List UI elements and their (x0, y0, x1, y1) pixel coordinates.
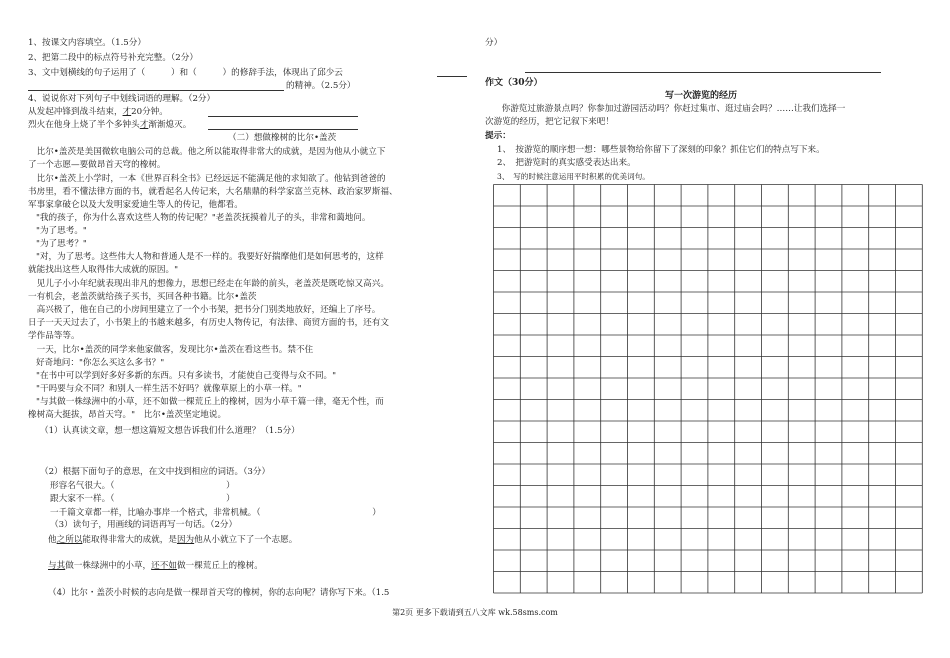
passage-paragraph-line: 日子一天天过去了，小书架上的书越来越多，有历史人物传记，有法律、商贸方面的书，还有文 (28, 318, 389, 328)
sub-question-3-sentence-b (48, 561, 263, 572)
question-4-sentence-a (28, 107, 168, 118)
sub-question-2-item: 形容名气很大。（ ） (50, 481, 235, 491)
sub-question-3: （3）读句子，用画线的词语再写一句话。（2分） (50, 520, 238, 530)
composition-writing-grid[interactable] (493, 184, 925, 596)
sub-question-2-item: 一千篇文章都一样，比喻办事岸一个格式，非常机械。（ ） (50, 508, 381, 518)
passage-paragraph-line: 了一个志愿—要做昂首天穹的橡树。 (28, 160, 166, 170)
sentence-text: 做一棵荒丘上的橡树。 (176, 561, 263, 571)
continued-text: 分） (485, 38, 503, 48)
sentence-text: 他 (48, 535, 57, 545)
passage-paragraph-line: "干吗要与众不同？和别人一样生活不好吗？就像草原上的小草一样。" (36, 384, 302, 394)
passage-paragraph-line: 比尔•盖茨是美国微软电脑公司的总裁。他之所以能取得非常大的成就，是因为他从小就立下 (28, 147, 386, 157)
passage-paragraph-line: 好奇地问："你怎么买这么多书？" (36, 358, 165, 368)
composition-label: 作文（30分） (485, 78, 543, 88)
sub-question-3-sentence-a (48, 535, 297, 546)
passage-paragraph-line: "为了思考。" (36, 226, 87, 236)
tip-item: 2、 把游览时的真实感受表达出来。 (497, 158, 636, 168)
question-4-sentence-b (28, 120, 191, 131)
underlined-word: 还不如 (151, 561, 177, 571)
answer-line (28, 90, 284, 91)
composition-title: 写一次游览的经历 (665, 91, 738, 101)
sub-question-2: （2）根据下面句子的意思，在文中找到相应的词语。（3分） (40, 467, 271, 477)
underlined-word: 之所以 (56, 535, 83, 545)
composition-intro-line: 次游览的经历，把它记叙下来吧！ (485, 117, 614, 127)
answer-line (208, 116, 358, 117)
question-1: 1、按课文内容填空。（1.5分） (28, 38, 146, 48)
sub-question-1: （1）认真读文章，想一想这篇短文想告诉我们什么道理？（1.5分） (40, 426, 300, 436)
answer-line (208, 129, 358, 130)
page-footer: 第2页 更多下载请到五八文库 wk.58sms.com (392, 608, 558, 617)
passage-paragraph-line: 军事家拿破仑以及大发明家爱迪生等人的传记，他都看。 (28, 200, 243, 210)
passage-paragraph-line: 就能找出这些人取得伟大成就的原因。" (28, 265, 179, 275)
passage-paragraph-line: 比尔•盖茨上小学时，一本《世界百科全书》已经远远不能满足他的求知欲了。他钻到爸爸的 (28, 174, 386, 184)
passage-title: （二）想做橡树的比尔•盖茨 (228, 133, 337, 143)
sub-question-4: （4）比尔・盖茨小时候的志向是做一棵昂首天穹的橡树，你的志向呢？请你写下来。（1.5 (48, 588, 390, 598)
sub-question-2-item: 跟大家不一样。（ ） (50, 494, 235, 504)
underlined-word: 才 (122, 107, 132, 117)
sentence-text: 能取得非常大的成就，是 (82, 535, 177, 545)
tip-item: 3、 写的时候注意运用平时积累的优美词句。 (497, 172, 650, 181)
passage-paragraph-line: "与其做一株绿洲中的小草，还不如做一棵荒丘上的橡树，因为小草千篇一律，毫无个性，而 (36, 397, 384, 407)
tip-item: 1、 按游览的顺序想一想：哪些景物给你留下了深刻的印象？抓住它们的特点写下来。 (497, 145, 825, 155)
passage-paragraph-line: "对，为了思考。这些伟大人物和普通人是不一样的。我要好好揣摩他们是如何思考的，这样 (36, 252, 384, 262)
question-3: 3、文中划横线的句子运用了（ ）和（ ）的修辞手法，体现出了邱少云 (28, 68, 343, 78)
question-3-tail: 的精神。（2.5分） (286, 81, 356, 91)
sentence-text: 他从小就立下了一个志愿。 (194, 535, 298, 545)
underlined-word: 因为 (176, 535, 195, 545)
passage-paragraph-line: 一天，比尔•盖茨的同学来他家做客，发现比尔•盖茨在看这些书。禁不住 (28, 345, 314, 355)
passage-paragraph-line: 一有机会，老盖茨就给孩子买书，买回各种书籍。比尔•盖茨 (28, 292, 257, 302)
question-4: 4、说说你对下列句子中划线词语的理解。（2分） (28, 94, 216, 104)
passage-paragraph-line: "为了思考？" (36, 239, 87, 249)
passage-paragraph-line: 高兴极了，他在自己的小房间里建立了一个小书架，把书分门别类地放好，还编上了序号。 (28, 305, 381, 315)
sentence-text: 从发起冲锋到战斗结束， (28, 107, 123, 117)
passage-paragraph-line: "在书中可以学到好多好多新的东西。只有多读书，才能使自己变得与众不同。" (36, 371, 337, 381)
question-2: 2、把第二段中的标点符号补充完整。（2分） (28, 53, 198, 63)
sentence-text: 烈火在他身上烧了半个多钟头 (28, 120, 140, 130)
passage-paragraph-line: 橡树高大挺拔，昂首天穹。" 比尔•盖茨坚定地说。 (28, 410, 227, 420)
passage-paragraph-line: 书房里，看不懂法律方面的书，就看起名人传记来，大名鼎鼎的科学家富兰克林、政治家罗斯福、 (28, 187, 398, 197)
passage-paragraph-line: 学作品等等。 (28, 331, 80, 341)
sentence-text: 渐渐熄灭。 (148, 120, 192, 130)
underlined-word: 与其 (48, 561, 66, 571)
tips-label: 提示： (485, 131, 511, 141)
passage-paragraph-line: "我的孩子，你为什么喜欢这些人物的传记呢？"老盖茨抚摸着儿子的头，非常和蔼地问。 (36, 213, 371, 223)
passage-paragraph-line: 见儿子小小年纪就表现出非凡的想像力，思想已经走在年龄的前头，老盖茨是既吃惊又高兴。 (28, 279, 389, 289)
sentence-text: 做一株绿洲中的小草， (65, 561, 152, 571)
sentence-text: 20分钟。 (131, 107, 168, 117)
composition-intro-line: 你游览过旅游景点吗？你参加过游园活动吗？你赶过集市、逛过庙会吗？……让我们选择一 (493, 104, 846, 114)
underlined-word: 才 (139, 120, 149, 130)
answer-line (437, 76, 467, 77)
answer-line (525, 72, 881, 73)
